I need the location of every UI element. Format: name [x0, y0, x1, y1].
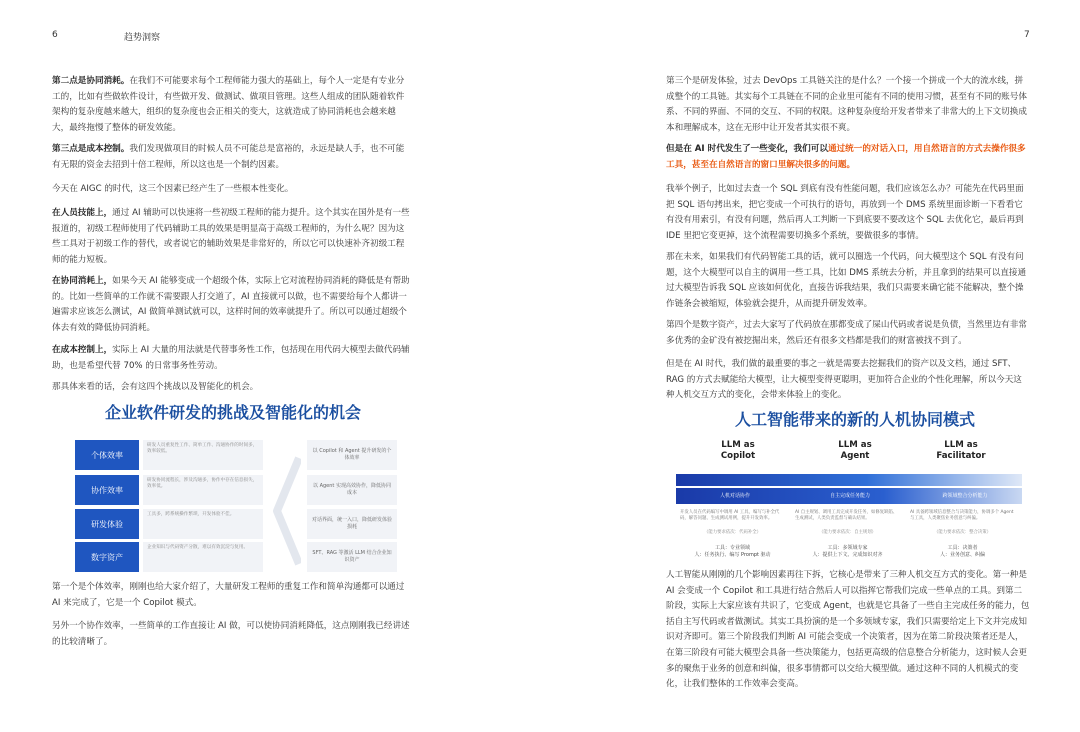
figure-title: 人工智能带来的新的人机协同模式 [735, 410, 976, 429]
phase-note: （能力要求依次：自主规划） [818, 530, 877, 535]
paragraph: 我举个例子，比如过去查一个 SQL 到底有没有性能问题，我们应该怎么办？可能先在代码里面把 SQL 语句拷出来，把它变成一个可执行的语句，再放到一个 DMS 系统里面诊断一下看看它有没有用索引，有没有问题，然后再人工判断一下到底要不要改这个 SQL 去优化它，最后再到 IDE 里把它变更掉，这个流程需要切换多个系统，要做很多的事情。 [666, 184, 1024, 241]
paragraph-body: 在我们不可能要求每个工程师能力强大的基础上，每个人一定是有专业分工的，比如有些做软件设计，有些做开发、做测试、做项目管理。这些人组成的团队随着软件架构的复杂度越来越大，组织的复杂度也会正相关的变大，这就造成了协同消耗也会越来越大，最终拖慢了整体的研发效能。 [52, 76, 405, 133]
phase-label: 跨领域整合分析能力 [942, 493, 988, 499]
paragraph-body: 通过 AI 辅助可以快速将一些初级工程师的能力提升。这个其实在国外是有一些报道的，初级工程师使用了代码辅助工具的效果是明显高于高级工程师的，为什么呢？因为这些工具对于初级工作的替代，或者说它的辅助效果是非常好的，所以它可以快速补齐初级工程师的能力短板。 [52, 208, 410, 265]
row-label: 数字资产 [75, 542, 139, 572]
highlighted-text: 通过统一的对话入口，用自然语言的方式去操作很多工具，甚至在自然语言的窗口里解决很多的问题。 [666, 144, 1026, 170]
paragraph [52, 74, 412, 136]
opportunity-box: 以 Copilot 和 Agent 提升研发的个体效率 [307, 440, 397, 470]
paragraph: 那具体来看的话，会有这四个挑战以及智能化的机会。 [52, 382, 259, 392]
opportunity-box: 以 Agent 实现高效协作，降低协同成本 [307, 475, 397, 505]
figure-title: 企业软件研发的挑战及智能化的机会 [105, 403, 362, 422]
role-human: 人：业务创意、纠偏 [939, 552, 985, 558]
right-page [540, 0, 1080, 732]
paragraph [52, 142, 412, 173]
mode-line: Copilot [720, 451, 756, 461]
phase-role [910, 545, 1015, 559]
paragraph: 第四个是数字资产，过去大家写了代码放在那都变成了屎山代码或者说是负债，当然里边有非常多优秀的金矿没有被挖掘出来，然后还有很多文档都是我们的财富被找不到了。 [666, 320, 1027, 346]
paragraph-lead: 第二点是协同消耗。 [52, 76, 130, 86]
paragraph: 人工智能从刚刚的几个影响因素再往下拆，它核心是带来了三种人机交互方式的变化。第一种是 AI 会变成一个 Copilot 和工具进行结合然后人可以指挥它帮我们完成一些单点的工具。到第二阶段，实际上大家应该有共识了，它变成 Agent，也就是它具备了一些自主完成任务的能力，包括自主写代码或者做测试。其实工具扮演的是一个多领域专家，我们只需要给定上下文并完成知识对齐即可。第三个阶段我们判断 AI 可能会变成一个决策者，因为在第二阶段决策者还是人，在第三阶段有可能大模型会具备一些决策能力，包括更高级的信息整合分析能力，这时候人会更多的聚焦于业务的创意和纠偏，很多事情都可以交给大模型做。通过这种不同的人机模式的变化，让我们整体的工作效率会变高。 [666, 570, 1030, 690]
role-tool: 工具：多领域专家 [827, 545, 868, 551]
mode-line: LLM as [944, 440, 978, 450]
phase-role [795, 545, 900, 559]
role-tool: 工具：决策者 [947, 545, 978, 551]
role-tool: 工具：专业领域 [714, 545, 750, 551]
challenges-figure [75, 436, 397, 576]
phase-desc: AI 具备跨领域信息整合与决策能力，协调多个 Agent 与工具，人类聚焦业务创意与纠偏。 [910, 510, 1014, 521]
phase-label: 自主完成任务能力 [829, 493, 870, 499]
paragraph: 那在未来，如果我们有代码智能工具的话，就可以圈选一个代码，问大模型这个 SQL 有没有问题，这个大模型可以自主的调用一些工具，比如 DMS 系统去分析，并且拿到的结果可以直接通过大模型告诉我 SQL 应该如何优化，直接告诉我结果，我们只需要来确它能不能解决，整个操作链条会被缩短，体验就会提升，从而提升研发效率。 [666, 252, 1027, 309]
phase-label: 人机对话协作 [719, 493, 750, 499]
phase-note: （能力要求依次：整合决策） [933, 530, 992, 535]
figure-row [75, 542, 263, 572]
paragraph: 另外一个协作效率，一些简单的工作直接让 AI 做，可以使协同消耗降低，这点刚刚我已经讲述的比较清晰了。 [52, 621, 410, 647]
paragraph-lead: 第三点是成本控制。 [52, 144, 130, 154]
paragraph-lead: 但是在 AI 时代发生了一些变化，我们可以 [666, 144, 828, 154]
phase-desc: AI 自主规划、调用工具完成开发任务，如修复缺陷、生成测试，人类负责监督与确认结果。 [795, 510, 898, 521]
paragraph: 今天在 AIGC 的时代，这三个因素已经产生了一些根本性变化。 [52, 184, 294, 194]
mode-line: Facilitator [936, 451, 986, 461]
role-human: 人：任务执行、编写 Prompt 驱动 [694, 552, 771, 558]
running-title: 趋势洞察 [124, 33, 161, 43]
paragraph [666, 142, 1030, 173]
chevron-arrow-icon [271, 456, 301, 566]
opportunity-box: SFT、RAG 等激活 LLM 结合企业知识资产 [307, 542, 397, 572]
paragraph-body: 实际上 AI 大量的用法就是代替事务性工作，包括现在用代码大模型去做代码辅助，也是希望代替 70% 的日常事务性劳动。 [52, 345, 410, 371]
paragraph-lead: 在人员技能上， [52, 208, 113, 218]
paragraph [52, 274, 412, 336]
mode-line: LLM as [721, 440, 755, 450]
row-desc: 研发人员重复性工作、简单工作、沟通协作的时间多，效率较低。 [143, 440, 263, 470]
figure-row [75, 440, 263, 470]
paragraph-body: 如果今天 AI 能够变成一个超级个体，实际上它对流程协同消耗的降低是有帮助的。比如一些简单的工作就不需要跟人打交道了，AI 直接就可以做，也不需要给每个人都讲一遍需求应该怎么测试，AI 做简单测试就可以，这样时间的效率就提升了。所以可以通过超级个体去有效的降低协同消耗。 [52, 276, 410, 333]
phase-desc: 开发人员在代码编写中调用 AI 工具，编写与补全代码，解答问题、生成测试用例，提升开发效率。 [680, 510, 780, 521]
row-label: 个体效率 [75, 440, 139, 470]
row-desc: 工具多，跨系统操作繁琐，开发体验不佳。 [143, 509, 263, 539]
paragraph-body: 我们发现做项目的时候人员不可能总是富裕的，永远是缺人手，也不可能有无限的资金去招到十倍工程师，所以这也是一个制约因素。 [52, 144, 405, 170]
mode-heading [926, 440, 996, 462]
mode-heading [703, 440, 773, 462]
paragraph [52, 343, 412, 374]
paragraph-lead: 在协同消耗上， [52, 276, 113, 286]
phase-role [680, 545, 785, 559]
paragraph: 但是在 AI 时代，我们做的最重要的事之一就是需要去挖掘我们的资产以及文档，通过 SFT、RAG 的方式去赋能给大模型，让大模型变得更聪明，更加符合企业的个性化理解，所以今天这种人机交互方式的变化，会带来体验上的变化。 [666, 359, 1022, 401]
progression-band [676, 474, 1022, 486]
row-label: 协作效率 [75, 475, 139, 505]
mode-line: LLM as [838, 440, 872, 450]
paragraph [52, 206, 412, 268]
opportunity-box: 对话界面，统一入口，降低研发体验损耗 [307, 509, 397, 539]
row-desc: 研发协同流程长，涉及沟通多，协作中存在信息损失，效率低。 [143, 475, 263, 505]
paragraph-lead: 在成本控制上， [52, 345, 113, 355]
row-label: 研发体验 [75, 509, 139, 539]
role-human: 人：提供上下文、完成知识对齐 [812, 552, 883, 558]
page-number: 7 [1024, 30, 1030, 40]
mode-heading [820, 440, 890, 462]
page-number: 6 [52, 30, 58, 40]
phase-note: （能力要求依次：代码补全） [703, 530, 762, 535]
figure-row [75, 509, 263, 539]
figure-row [75, 475, 263, 505]
row-desc: 企业知识与代码资产分散，难以有效沉淀与复用。 [143, 542, 263, 572]
paragraph: 第一个是个体效率，刚刚也给大家介绍了，大量研发工程师的重复工作和简单沟通都可以通过 AI 来完成了，它是一个 Copilot 模式。 [52, 582, 405, 608]
paragraph: 第三个是研发体验，过去 DevOps 工具链关注的是什么？一个接一个拼成一个大的流水线，拼成整个的工具链。其实每个工具链在不同的企业里可能有不同的使用习惯，甚至有不同的账号体系、不同的界面、不同的交互、不同的权限。这种复杂度给开发者带来了非常大的上下文切换成本和理解成本，这在无形中让开发者其实很不爽。 [666, 76, 1027, 133]
mode-line: Agent [840, 451, 870, 461]
